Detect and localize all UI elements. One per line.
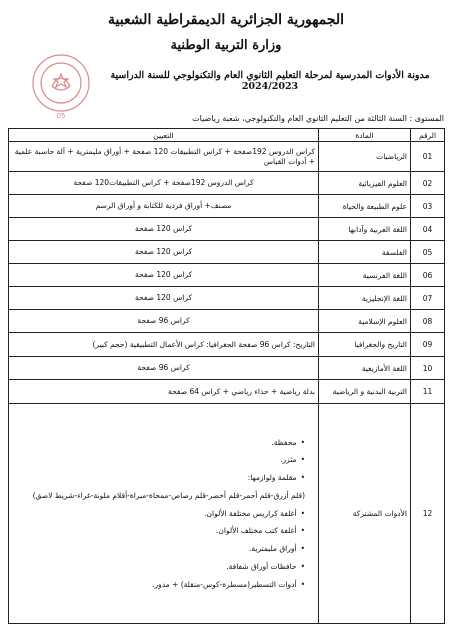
- row-subject: اللغة الإنجليزية: [319, 287, 411, 310]
- table-row-shared: [9, 404, 445, 624]
- document-title: مدونة الأدوات المدرسية لمرحلة التعليم الثانوي العام والتكنولوجي للسنة الدراسية 2024/2023: [110, 70, 430, 92]
- row-num: 08: [411, 310, 445, 333]
- row-num: 12: [411, 404, 445, 624]
- list-item: • أوراق مليمترية.: [12, 544, 305, 554]
- row-items: كراس 120 صفحة: [9, 241, 319, 264]
- row-items: كراس 120 صفحة: [9, 287, 319, 310]
- official-stamp-seal: [30, 52, 92, 122]
- table-row: [9, 287, 445, 310]
- shared-items-cell: [9, 404, 319, 624]
- row-subject: اللغة الأمازيغية: [319, 357, 411, 380]
- row-subject: العلوم الفيزيائية: [319, 172, 411, 195]
- header-num: الرقم: [411, 129, 445, 142]
- row-items: التاريخ: كراس 96 صفحة الجغرافيا: كراس الأعمال التطبيقية (حجم كبير): [9, 333, 319, 357]
- table-row: [9, 172, 445, 195]
- shared-items-list: [12, 438, 315, 590]
- row-num: 02: [411, 172, 445, 195]
- table-row: [9, 218, 445, 241]
- table-header-row: [9, 129, 445, 142]
- row-items: كراس 120 صفحة: [9, 264, 319, 287]
- list-item-note: (قلم أزرق-قلم أحمر-قلم أخضر-قلم رصاص-ممحاة-مبراة-أقلام ملونة-غراء-شريط لاصق): [32, 490, 305, 500]
- table-row: [9, 380, 445, 404]
- row-num: 11: [411, 380, 445, 404]
- list-item: • مقلمة ولوازمها:: [12, 473, 305, 483]
- list-item: • أغلفة كتب مختلف الألوان.: [12, 526, 305, 536]
- row-num: 09: [411, 333, 445, 357]
- row-subject: الرياضيات: [319, 142, 411, 172]
- stamp-number: 05: [56, 112, 66, 120]
- row-items: مصنف+ أوراق فردية للكتابة و أوراق الرسم: [9, 195, 319, 218]
- row-subject: الأدوات المشتركة: [319, 404, 411, 624]
- list-item: • محفظة.: [12, 438, 305, 448]
- republic-heading: الجمهورية الجزائرية الديمقراطية الشعبية: [107, 12, 344, 28]
- header-subject: المادة: [319, 129, 411, 142]
- row-num: 10: [411, 357, 445, 380]
- list-item: • مئزر.: [12, 455, 305, 465]
- row-items: بدلة رياضية + حذاء رياضي + كراس 64 صفحة: [9, 380, 319, 404]
- row-items: كراس 96 صفحة: [9, 357, 319, 380]
- table-row: [9, 264, 445, 287]
- row-subject: التربية البدنية و الرياضية: [319, 380, 411, 404]
- row-num: 06: [411, 264, 445, 287]
- table-row: [9, 142, 445, 172]
- list-item: • حافظات أوراق شفافة.: [12, 562, 305, 572]
- row-num: 07: [411, 287, 445, 310]
- table-row: [9, 310, 445, 333]
- row-num: 01: [411, 142, 445, 172]
- row-subject: الفلسفة: [319, 241, 411, 264]
- row-num: 05: [411, 241, 445, 264]
- row-subject: التاريخ والجغرافيا: [319, 333, 411, 357]
- supplies-table: [8, 128, 445, 624]
- table-row: [9, 333, 445, 357]
- list-item: • أدوات التسطير(مسطرة-كوس-منقلة) + مدور.: [12, 580, 305, 590]
- row-items: كراس 96 صفحة: [9, 310, 319, 333]
- list-item: • أغلفة كراريس مختلفة الألوان.: [12, 509, 305, 519]
- row-subject: علوم الطبيعة والحياة: [319, 195, 411, 218]
- row-subject: اللغة العربية وآدابها: [319, 218, 411, 241]
- row-num: 03: [411, 195, 445, 218]
- table-row: [9, 357, 445, 380]
- row-items: كراس 120 صفحة: [9, 218, 319, 241]
- table-row: [9, 241, 445, 264]
- row-num: 04: [411, 218, 445, 241]
- ministry-heading: وزارة التربية الوطنية: [170, 38, 282, 53]
- header-items: التعيين: [9, 129, 319, 142]
- row-items: كراس الدروس 192صفحة + كراس التطبيقات 120 صفحة + أوراق مليمترية + آلة حاسبة علمية + أدوات القياس: [9, 142, 319, 172]
- row-subject: اللغة الفرنسية: [319, 264, 411, 287]
- level-text: المستوى : السنة الثالثة من التعليم الثانوي العام والتكنولوجي، شعبة رياضيات: [192, 114, 444, 123]
- row-subject: العلوم الإسلامية: [319, 310, 411, 333]
- level-line: [60, 114, 444, 123]
- table-row: [9, 195, 445, 218]
- row-items: كراس الدروس 192صفحة + كراس التطبيقات120 صفحة: [9, 172, 319, 195]
